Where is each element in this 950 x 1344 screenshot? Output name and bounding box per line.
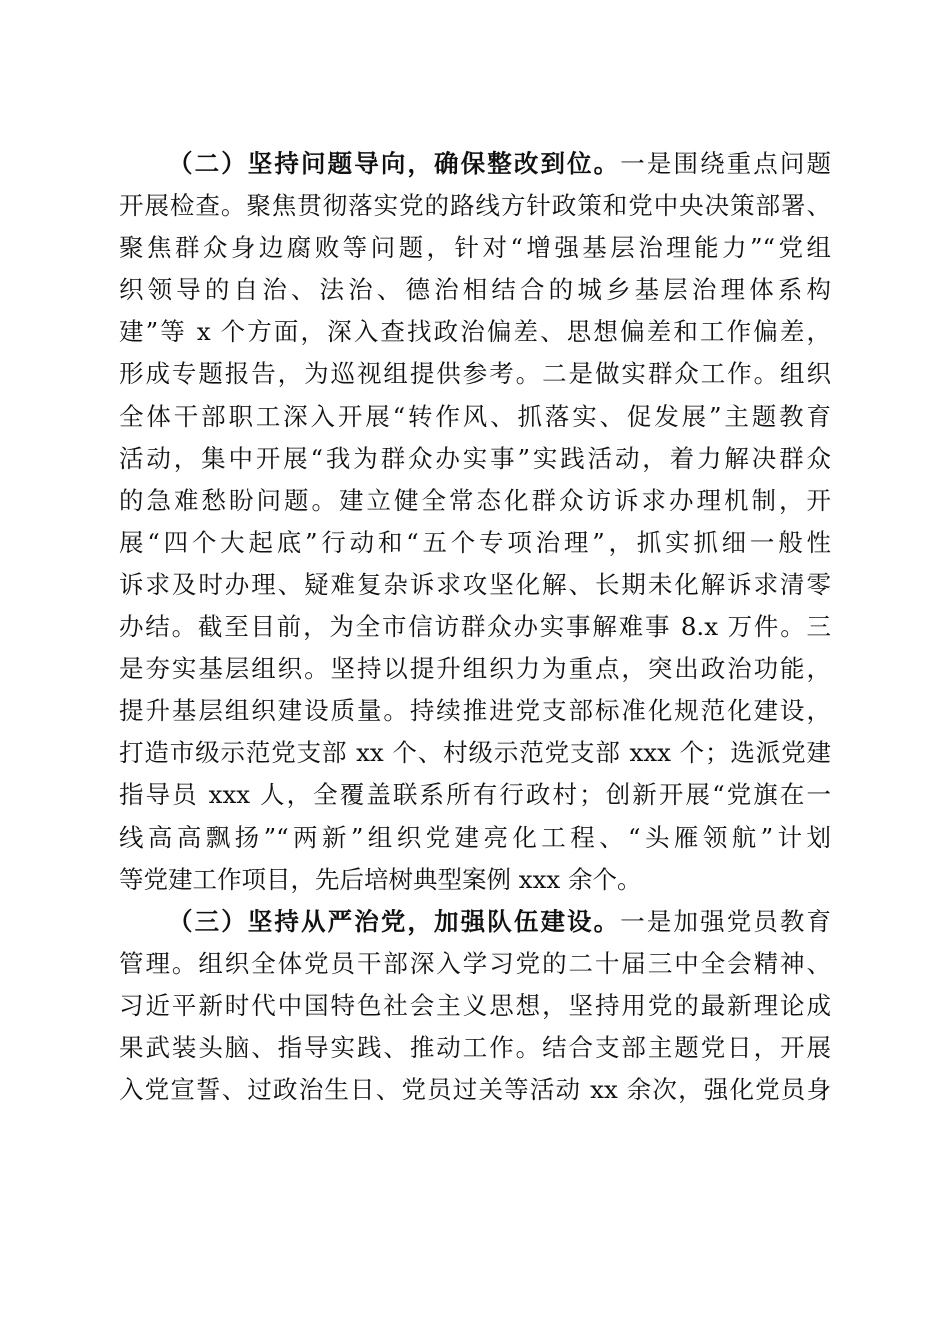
text-line	[119, 143, 831, 185]
text-line: 织领导的自治、法治、德治相结合的城乡基层治理体系构	[119, 275, 831, 305]
section-heading: （二）坚持问题导向，确保整改到位。	[168, 149, 621, 178]
document-body	[119, 143, 831, 1111]
text-line: 指导员 xxx 人，全覆盖联系所有行政村；创新开展“党旗在一	[119, 780, 831, 810]
text-line: 形成专题报告，为巡视组提供参考。二是做实群众工作。组织	[119, 359, 831, 389]
text-run: 一是围绕重点问题	[620, 149, 832, 178]
text-line: 的急难愁盼问题。建立健全常态化群众访诉求办理机制，开	[119, 485, 831, 515]
text-line: 习近平新时代中国特色社会主义思想，坚持用党的最新理论成	[119, 990, 831, 1020]
text-line: 果武装头脑、指导实践、推动工作。结合支部主题党日，开展	[119, 1032, 831, 1062]
section-heading: （三）坚持从严治党，加强队伍建设。	[168, 906, 621, 936]
text-line: 展“四个大起底”行动和“五个专项治理”，抓实抓细一般性	[119, 527, 831, 557]
text-line: 聚焦群众身边腐败等问题，针对“增强基层治理能力”“党组	[119, 233, 831, 263]
text-line: 建”等 x 个方面，深入查找政治偏差、思想偏差和工作偏差，	[119, 317, 831, 347]
text-line: 是夯实基层组织。坚持以提升组织力为重点，突出政治功能，	[119, 654, 831, 684]
text-line	[119, 901, 831, 943]
paragraph-section-2	[119, 143, 831, 901]
text-line: 打造市级示范党支部 xx 个、村级示范党支部 xxx 个；选派党建	[119, 738, 831, 768]
paragraph-section-3	[119, 901, 831, 1111]
text-line: 等党建工作项目，先后培树典型案例 xxx 余个。	[119, 864, 642, 894]
text-line: 全体干部职工深入开展“转作风、抓落实、促发展”主题教育	[119, 401, 831, 431]
text-run: 一是加强党员教育	[620, 906, 832, 936]
text-line: 办结。截至目前，为全市信访群众办实事解难事 8.x 万件。三	[119, 612, 832, 642]
text-line: 诉求及时办理、疑难复杂诉求攻坚化解、长期未化解诉求清零	[119, 569, 831, 599]
text-line: 提升基层组织建设质量。持续推进党支部标准化规范化建设，	[119, 696, 831, 726]
text-line: 管理。组织全体党员干部深入学习党的二十届三中全会精神、	[119, 948, 831, 978]
text-line: 线高高飘扬”“两新”组织党建亮化工程、“头雁领航”计划	[119, 822, 831, 852]
text-line: 入党宣誓、过政治生日、党员过关等活动 xx 余次，强化党员身	[119, 1075, 831, 1105]
text-line: 活动，集中开展“我为群众办实事”实践活动，着力解决群众	[119, 443, 831, 473]
text-line: 开展检查。聚焦贯彻落实党的路线方针政策和党中央决策部署、	[119, 191, 831, 221]
